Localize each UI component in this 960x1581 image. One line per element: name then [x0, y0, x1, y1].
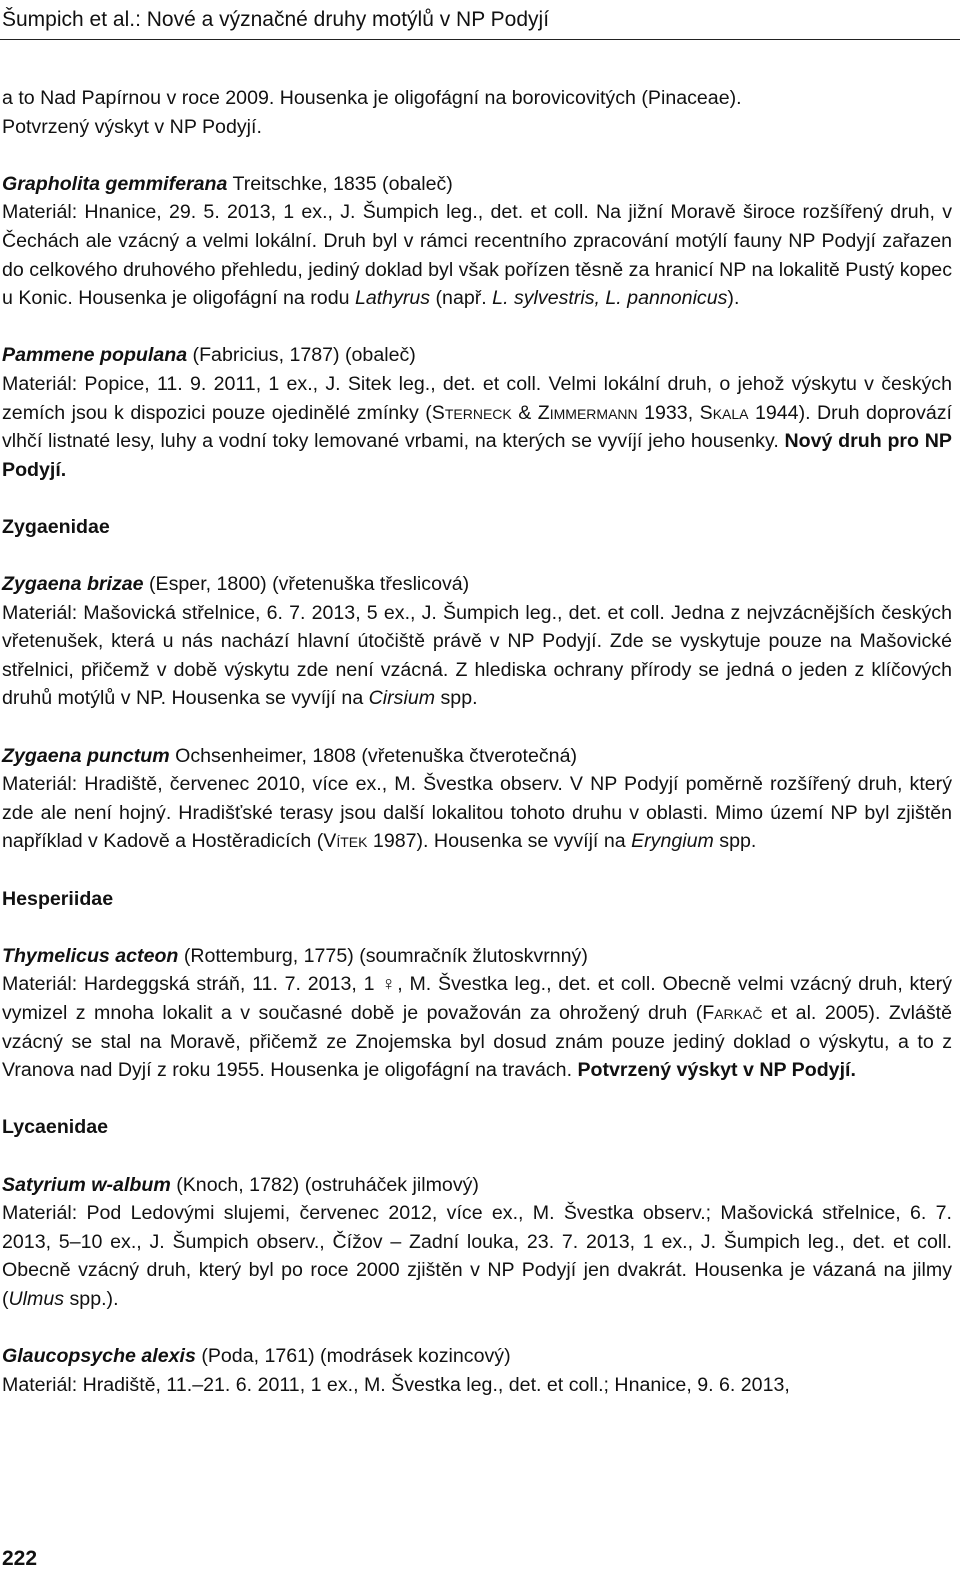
running-header-title: Šumpich et al.: Nové a význačné druhy motýlů v NP Podyjí [2, 8, 550, 31]
citation-author: Farkač [702, 1002, 763, 1024]
species-text: 1987). Housenka se vyvíjí na [367, 830, 632, 853]
status-note: Nový druh pro NP Podyjí. [2, 430, 952, 481]
species-text: (např. [430, 287, 493, 310]
species-author: Ochsenheimer, 1808 (vřetenuška čtverotečná) [169, 744, 577, 767]
host-plant: Lathyrus [354, 287, 431, 310]
family-heading-lycaenidae: Lycaenidae [2, 1116, 109, 1139]
species-entry-pammene [2, 341, 952, 484]
species-entry-satyrium [2, 1171, 952, 1314]
intro-paragraph [2, 84, 952, 141]
species-text: Materiál: Pod Ledovými slujemi, červenec 2012, více ex., M. Švestka observ.; Mašovická střelnice, 6. 7. 2013, 5–10 ex., J. Šumpich observ., Čížov – Zadní louka, 23. 7. 2013, 1 ex., J. Šumpich leg., det. et coll. Obecně vzácný druh, který byl po roce 2000 zjištěn v NP Podyjí jen dvakrát. Housenka je vázaná na jilmy ( [2, 1202, 952, 1310]
intro-line-2: Potvrzený výskyt v NP Podyjí. [2, 115, 262, 138]
species-author: (Poda, 1761) (modrásek kozincový) [195, 1345, 511, 1368]
species-text: 1944). Druh doprovází vlhčí listnaté lesy, luhy a vodní toky lemované vrbami, na kterých se vyvíjí jeho housenky. [2, 401, 952, 453]
species-text: Materiál: Hardeggská stráň, 11. 7. 2013, 1 ♀, M. Švestka leg., det. et coll. Obecně velmi vzácný druh, který vymizel z mnoha lokalit a v současné době je považován za ohrožený druh ( [2, 973, 952, 1024]
species-text: & [511, 401, 538, 424]
species-text: ). [727, 287, 740, 310]
species-author: (Knoch, 1782) (ostruháček jilmový) [170, 1173, 479, 1196]
species-text: Materiál: Mašovická střelnice, 6. 7. 2013, 5 ex., J. Šumpich leg., det. et coll. Jedna z nejvzácnějších českých vřetenušek, která u nás nachází hlavní útočiště právě v NP Podyjí. Zde se vyskytuje pouze na Mašovické střelnici, přičemž v době výskytu zde není vzácná. Z hlediska ochrany přírody se jedná o jeden z klíčových druhů motýlů v NP. Housenka se vyvíjí na [2, 601, 952, 710]
species-text: spp.). [64, 1287, 119, 1310]
species-author: (Rottemburg, 1775) (soumračník žlutoskvrnný) [178, 944, 588, 967]
species-entry-glaucopsyche [2, 1342, 952, 1399]
species-author: (Fabricius, 1787) (obaleč) [187, 344, 416, 367]
page-number: 222 [2, 1547, 38, 1570]
header-divider [0, 39, 960, 40]
citation-author: Sterneck [431, 401, 512, 424]
species-entry-punctum [2, 742, 952, 856]
host-plant: L. sylvestris, L. pannonicus [492, 287, 728, 310]
family-heading-hesperiidae: Hesperiidae [2, 887, 114, 910]
species-entry-brizae [2, 570, 952, 713]
family-heading-zygaenidae: Zygaenidae [2, 515, 110, 538]
citation-author: Vítek [323, 830, 368, 853]
species-text: 1933, [637, 401, 700, 424]
species-name: Satyrium w-album [2, 1173, 171, 1196]
intro-line-1: a to Nad Papírnou v roce 2009. Housenka je oligofágní na borovicovitých (Pinaceae). [2, 87, 742, 109]
species-author: (Esper, 1800) (vřetenuška třeslicová) [143, 573, 470, 596]
species-name: Glaucopsyche alexis [2, 1345, 196, 1368]
species-name: Grapholita gemmiferana [2, 172, 228, 195]
species-text: Materiál: Hradiště, 11.–21. 6. 2011, 1 ex., M. Švestka leg., det. et coll.; Hnanice, 9. 6. 2013, [2, 1373, 790, 1396]
host-plant: Eryngium [631, 830, 714, 853]
species-name: Pammene populana [2, 344, 188, 367]
host-plant: Ulmus [8, 1287, 65, 1310]
species-text: spp. [713, 830, 757, 853]
species-name: Zygaena brizae [2, 573, 144, 596]
citation-author: Skala [699, 401, 749, 424]
species-text: spp. [435, 687, 478, 710]
article-body [2, 84, 952, 1399]
species-text: Materiál: Hradiště, červenec 2010, více ex., M. Švestka observ. V NP Podyjí poměrně rozšířený druh, který zde ale není hojný. Hradišťské terasy jsou další lokalitou tohoto druhu v oblasti. Mimo území NP byl zjištěn například v Kadově a Hostěradicích ( [2, 773, 952, 853]
running-header [0, 6, 960, 42]
species-entry-thymelicus [2, 942, 952, 1085]
species-name: Thymelicus acteon [2, 944, 179, 967]
species-text: et al. 2005). Zvláště vzácný se stal na Moravě, přičemž ze Znojemska byl dosud znám pouze jediný doklad o výskytu, a to z Vranova nad Dyjí z roku 1955. Housenka je oligofágní na travách. [2, 1002, 952, 1082]
species-author: Treitschke, 1835 (obaleč) [227, 172, 453, 195]
species-text: Materiál: Hnanice, 29. 5. 2013, 1 ex., J. Šumpich leg., det. et coll. Na jižní Moravě široce rozšířený druh, v Čechách ale vzácný a velmi lokální. Druh byl v rámci recentního zpracování motýlí fauny NP Podyjí zařazen do celkového druhového přehledu, jediný doklad byl však pořízen těsně za hranicí NP na lokalitě Pustý kopec u Konic. Housenka je oligofágní na rodu [2, 201, 952, 310]
species-text: Materiál: Popice, 11. 9. 2011, 1 ex., J. Sitek leg., det. et coll. Velmi lokální druh, o jehož výskytu v českých zemích jsou k dispozici pouze ojedinělé zmínky ( [2, 372, 952, 424]
species-name: Zygaena punctum [2, 744, 170, 767]
species-entry-grapholita [2, 170, 952, 313]
host-plant: Cirsium [368, 687, 436, 710]
status-note: Potvrzený výskyt v NP Podyjí. [577, 1059, 856, 1082]
citation-author: Zimmermann [537, 401, 638, 424]
